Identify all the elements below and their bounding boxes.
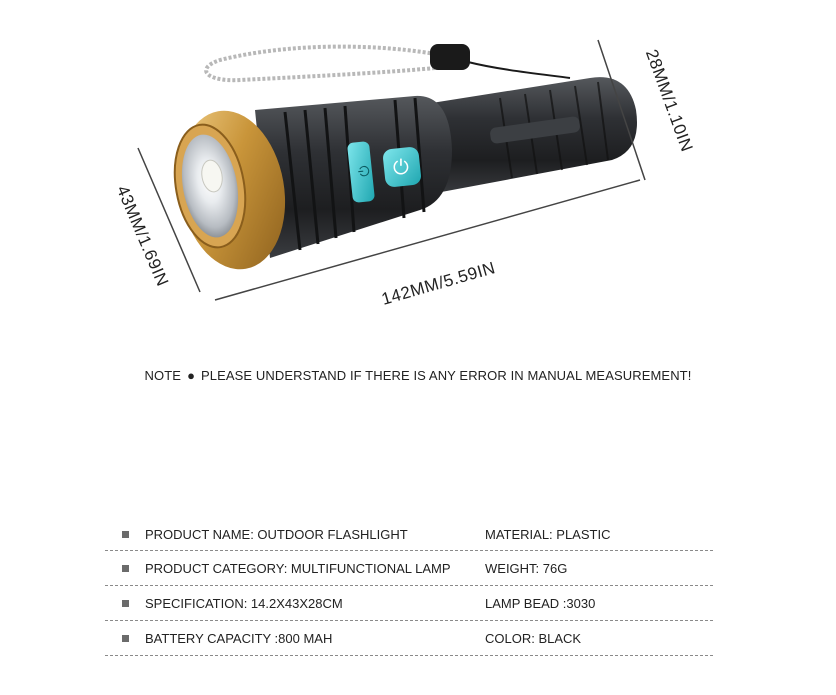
- spec-row: [105, 518, 713, 551]
- spec-specification: SPECIFICATION: 14.2X43X28CM: [145, 595, 343, 611]
- spec-row: [105, 551, 713, 586]
- spec-color: COLOR: BLACK: [485, 630, 582, 646]
- spec-row: [105, 586, 713, 621]
- tail-diameter-label: 28MM/1.10IN: [641, 46, 697, 155]
- note-label: NOTE: [144, 368, 182, 383]
- spec-product-category: PRODUCT CATEGORY: MULTIFUNCTIONAL LAMP: [145, 560, 451, 576]
- usb-icon: ⏻: [356, 164, 374, 178]
- spec-weight: WEIGHT: 76G: [485, 560, 568, 576]
- spec-product-name: PRODUCT NAME: OUTDOOR FLASHLIGHT: [145, 526, 408, 542]
- measurement-note: [0, 368, 836, 383]
- lanyard: [206, 44, 570, 80]
- spec-row: [105, 621, 713, 656]
- bullet-icon: [122, 635, 129, 642]
- spec-lamp-bead: LAMP BEAD :3030: [485, 595, 596, 611]
- spec-material: MATERIAL: PLASTIC: [485, 526, 611, 542]
- spec-battery-capacity: BATTERY CAPACITY :800 MAH: [145, 630, 333, 646]
- head-diameter-label: 43MM/1.69IN: [112, 182, 173, 290]
- note-text: PLEASE UNDERSTAND IF THERE IS ANY ERROR IN MANUAL MEASUREMENT!: [201, 368, 692, 383]
- bullet-icon: [122, 565, 129, 572]
- power-icon: ⏻: [393, 155, 409, 179]
- bullet-icon: [122, 600, 129, 607]
- bullet-icon: [122, 531, 129, 538]
- spec-table: [105, 518, 713, 656]
- note-bullet: ●: [187, 368, 196, 383]
- length-label: 142MM/5.59IN: [379, 258, 498, 309]
